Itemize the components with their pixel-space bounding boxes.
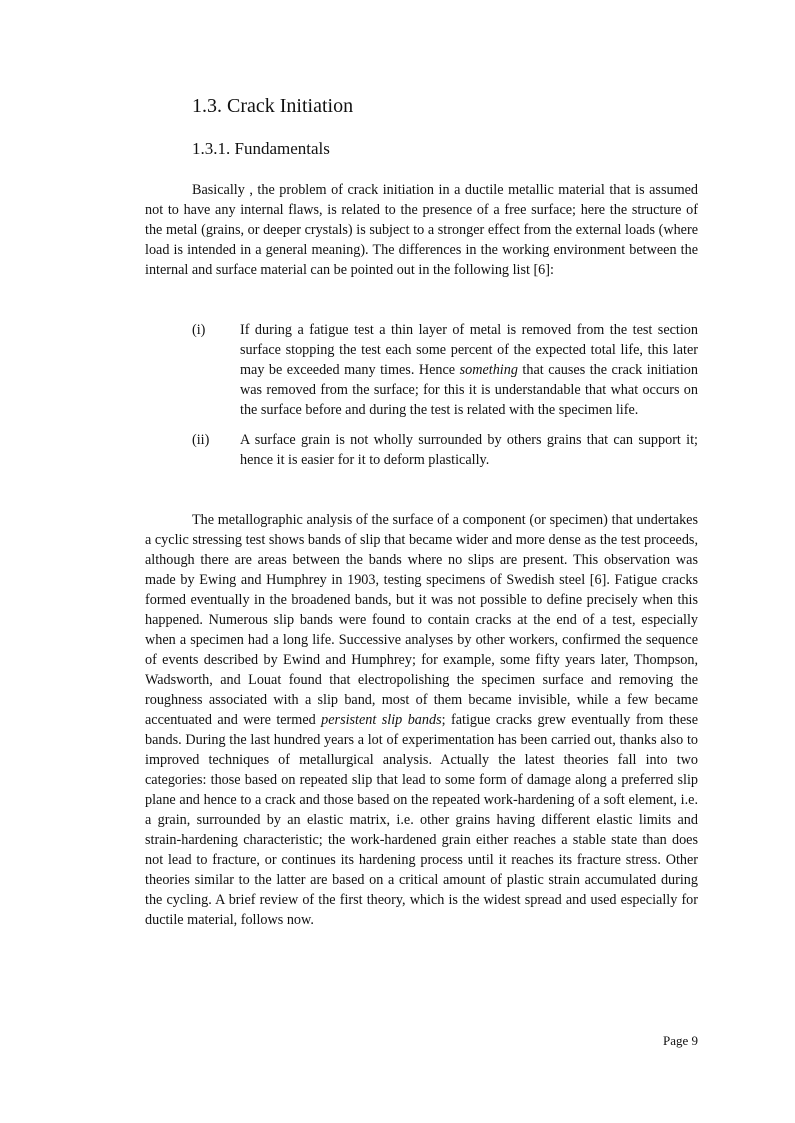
differences-list xyxy=(145,320,698,480)
paragraph-emphasis: persistent slip bands xyxy=(321,712,442,728)
list-item xyxy=(145,430,698,470)
analysis-paragraph xyxy=(145,510,698,930)
list-item-text: A surface grain is not wholly surrounded by others grains that can support it; hence it is easier for it to deform plastically. xyxy=(240,432,698,468)
subsection-heading: 1.3.1. Fundamentals xyxy=(192,139,330,158)
list-item-number: (ii) xyxy=(192,432,210,448)
list-item-text xyxy=(240,322,698,418)
section-heading: 1.3. Crack Initiation xyxy=(192,95,354,117)
list-item-number: (i) xyxy=(192,322,206,338)
list-item-text-part: If during a fatigue test a thin layer of metal is removed from the test section surface stopping the test each some percent of the expected total life, this later may be exceeded many times. Hence xyxy=(240,322,698,378)
page-number: Page 9 xyxy=(662,1033,698,1048)
list-item xyxy=(145,320,698,420)
paragraph-text-part: ; fatigue cracks grew eventually from these bands. During the last hundred years a lot of experimentation has been carried out, thanks also to improved techniques of metallurgical analysis. Actually the latest theories fall into two categories: those based on repeated slip that lead to some form of damage along a preferred slip plane and hence to a crack and those based on the repeated work-hardening of a soft element, i.e. a grain, surrounded by an elastic matrix, i.e. other grains having different elastic limits and strain-hardening characteristic; the work-hardened grain either reaches a stable state than does not lead to fracture, or continues its hardening process until it reaches its fracture stress. Other theories similar to the latter are based on a critical amount of plastic strain accumulated during the cycling. A brief review of the first theory, which is the widest spread and used especially for ductile material, follows now. xyxy=(145,712,698,928)
list-item-text-part: that causes the crack initiation was removed from the surface; for this it is understandable that what occurs on the surface before and during the test is related with the specimen life. xyxy=(240,362,698,418)
intro-paragraph: Basically , the problem of crack initiation in a ductile metallic material that is assumed not to have any internal flaws, is related to the presence of a free surface; here the structure of the metal (grains, or deeper crystals) is subject to a stronger effect from the external loads (where load is intended in a general meaning). The differences in the working environment between the internal and surface material can be pointed out in the following list [6]: xyxy=(145,182,698,278)
list-item-emphasis: something xyxy=(459,362,518,378)
paragraph-text-part: The metallographic analysis of the surface of a component (or specimen) that undertakes a cyclic stressing test shows bands of slip that became wider and more dense as the test proceeds, although there are areas between the bands where no slips are present. This observation was made by Ewing and Humphrey in 1903, testing specimens of Swedish steel [6]. Fatigue cracks formed eventually in the broadened bands, but it was not possible to define precisely when this happened. Numerous slip bands were found to contain cracks at the end of a test, especially when a specimen had a long life. Successive analyses by other workers, confirmed the sequence of events described by Ewind and Humphrey; for example, some fifty years later, Thompson, Wadsworth, and Louat found that electropolishing the specimen surface and removing the roughness associated with a slip band, most of them became invisible, while a few became accentuated and were termed xyxy=(145,512,698,728)
